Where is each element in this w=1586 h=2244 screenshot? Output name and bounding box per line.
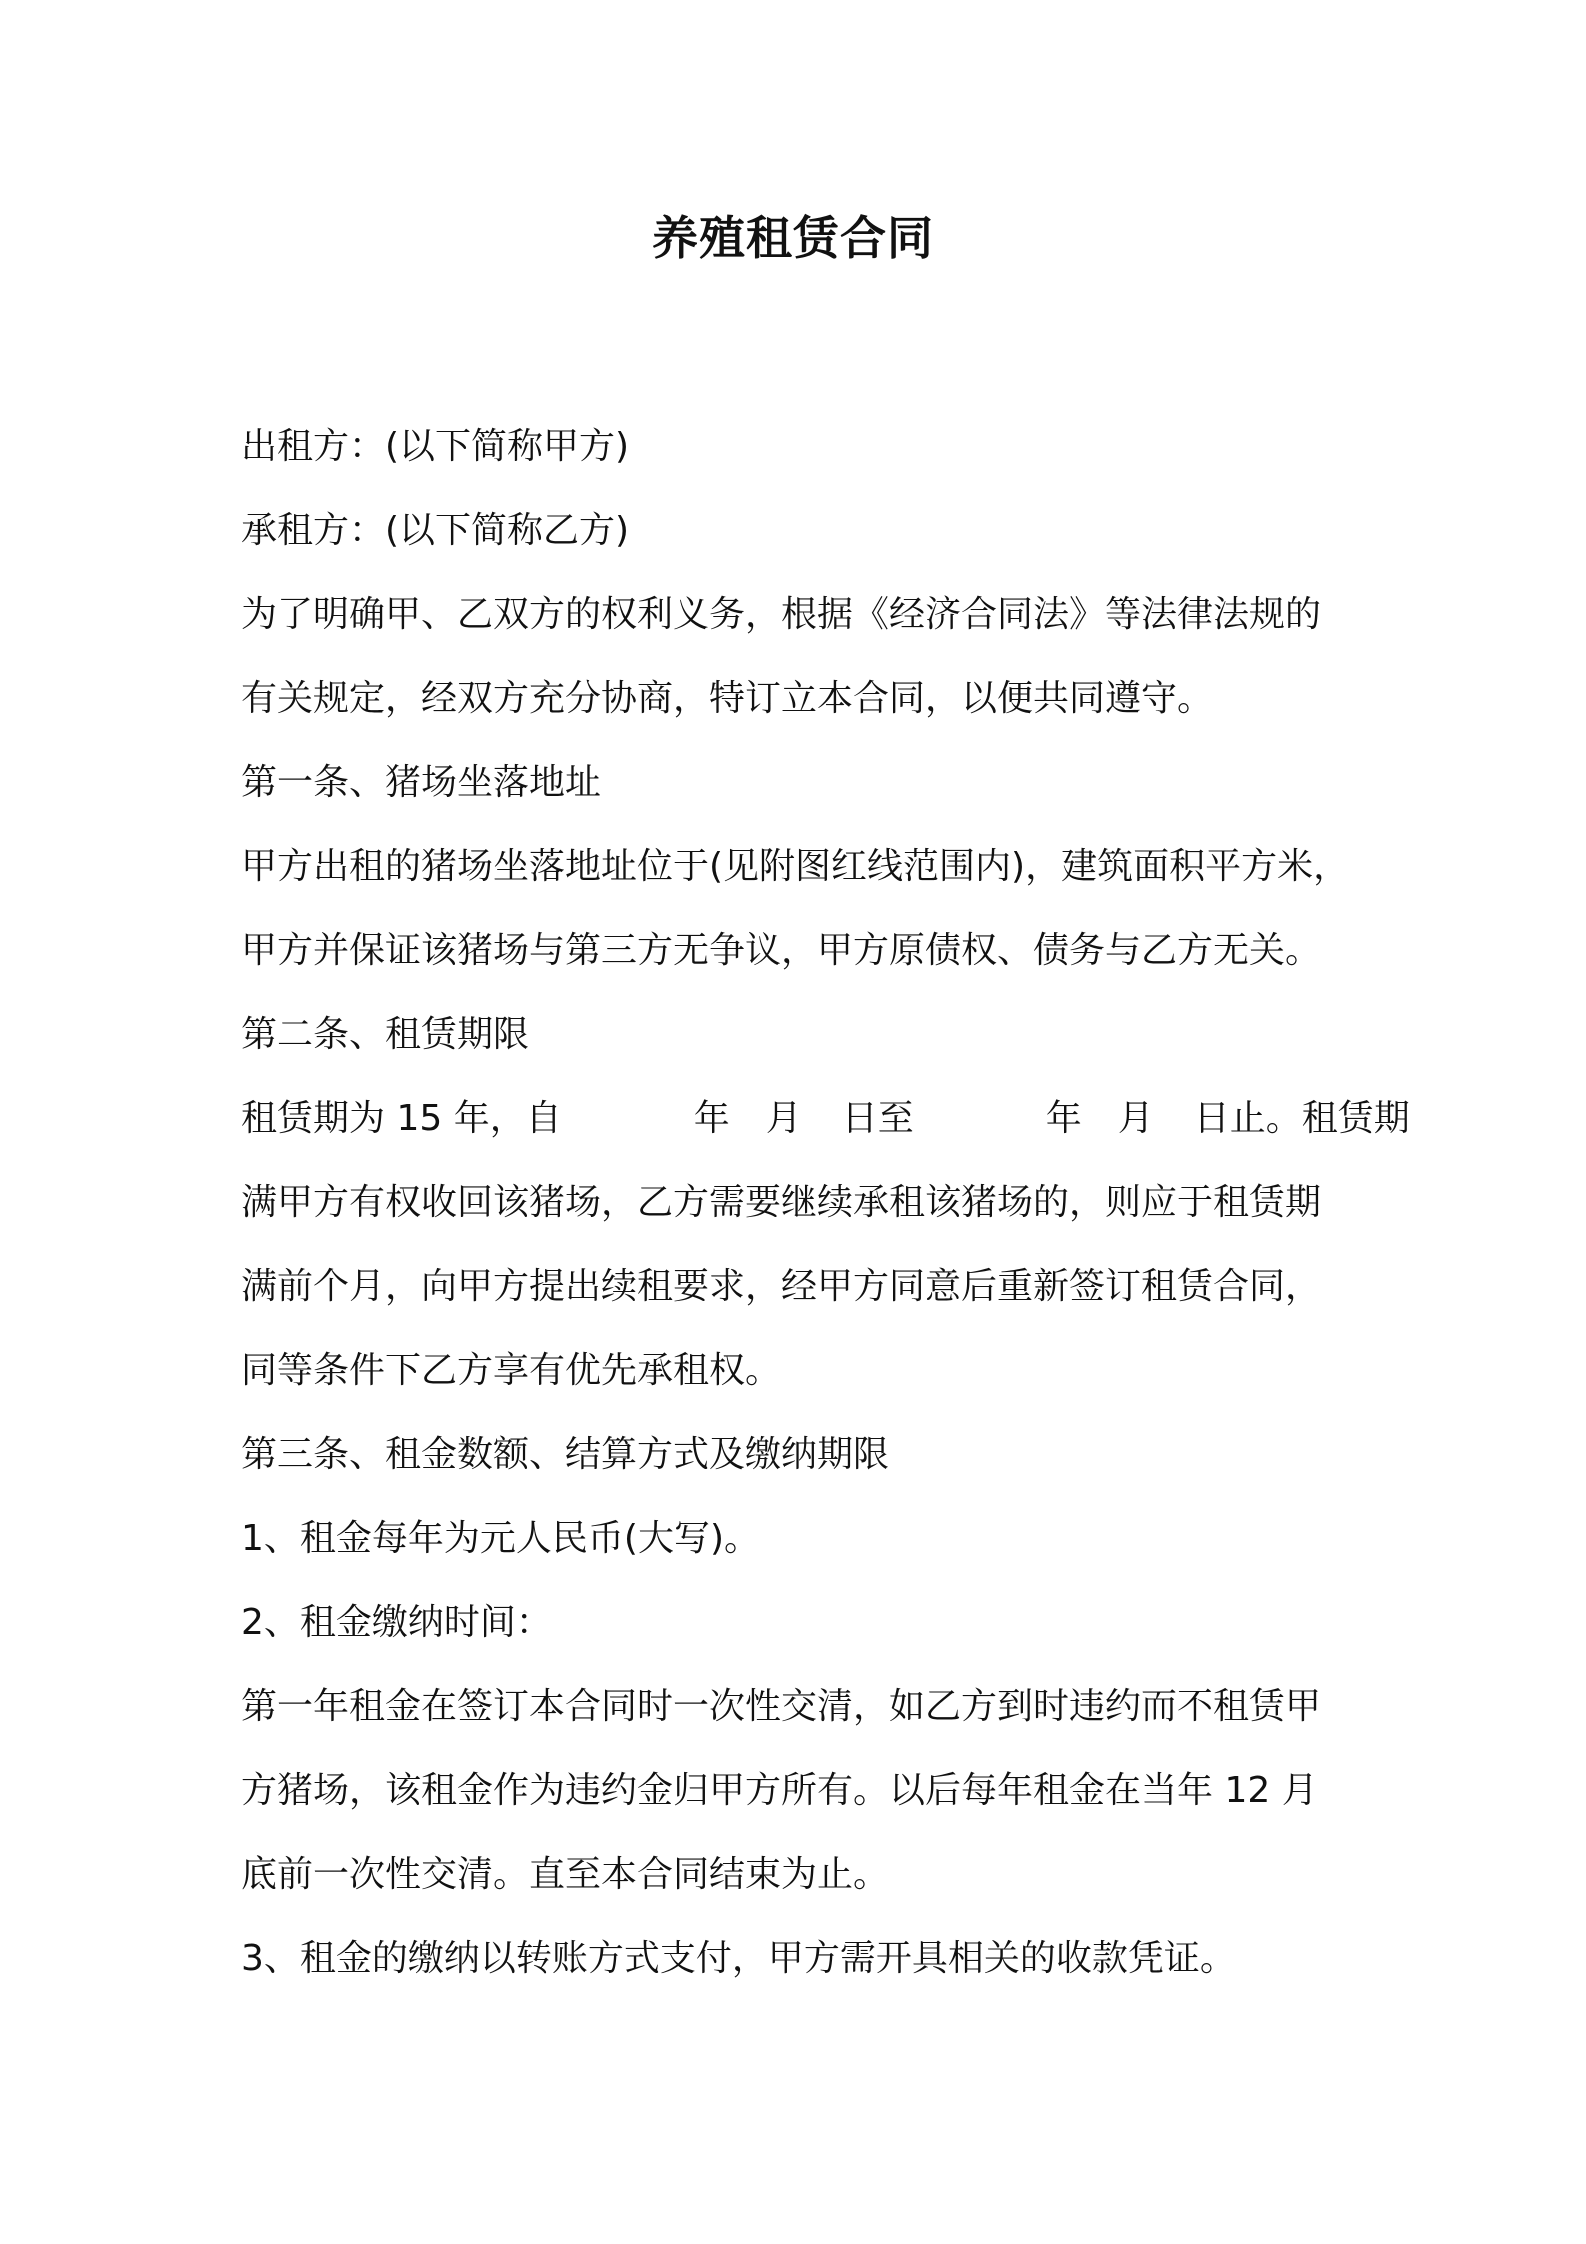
document-title: 养殖租赁合同 bbox=[652, 211, 934, 265]
section-heading: 第三条、租金数额、结算方式及缴纳期限 bbox=[241, 1434, 890, 1475]
paragraph-line: 甲方并保证该猪场与第三方无争议，甲方原债权、债务与乙方无关。 bbox=[241, 930, 1322, 971]
list-item: 2、租金缴纳时间： bbox=[241, 1602, 552, 1643]
paragraph-line: 方猪场，该租金作为违约金归甲方所有。以后每年租金在当年 12 月 bbox=[241, 1770, 1318, 1811]
paragraph-line: 满甲方有权收回该猪场，乙方需要继续承租该猪场的，则应于租赁期 bbox=[241, 1182, 1322, 1223]
term-end-day: 日止。租赁期 bbox=[1193, 1098, 1410, 1139]
term-prefix: 租赁期为 15 年，自 bbox=[241, 1098, 562, 1139]
term-start-day: 日至 bbox=[841, 1098, 914, 1139]
term-start-month: 月 bbox=[765, 1098, 802, 1139]
paragraph-line: 为了明确甲、乙双方的权利义务，根据《经济合同法》等法律法规的 bbox=[241, 594, 1322, 635]
paragraph-line: 同等条件下乙方享有优先承租权。 bbox=[241, 1350, 782, 1391]
term-end-month: 月 bbox=[1117, 1098, 1154, 1139]
section-heading: 第一条、猪场坐落地址 bbox=[241, 762, 602, 803]
paragraph-line: 底前一次性交清。直至本合同结束为止。 bbox=[241, 1854, 890, 1895]
paragraph-line: 满前个月，向甲方提出续租要求，经甲方同意后重新签订租赁合同， bbox=[241, 1266, 1322, 1307]
paragraph-line: 甲方出租的猪场坐落地址位于(见附图红线范围内)，建筑面积平方米， bbox=[241, 846, 1350, 887]
term-start-year: 年 bbox=[693, 1098, 730, 1139]
term-end-year: 年 bbox=[1045, 1098, 1082, 1139]
list-item: 1、租金每年为元人民币(大写)。 bbox=[241, 1518, 760, 1559]
list-item: 3、租金的缴纳以转账方式支付，甲方需开具相关的收款凭证。 bbox=[241, 1938, 1236, 1979]
paragraph-line: 有关规定，经双方充分协商，特订立本合同，以便共同遵守。 bbox=[241, 678, 1214, 719]
lease-term-line bbox=[241, 1077, 1410, 1161]
section-heading: 第二条、租赁期限 bbox=[241, 1014, 530, 1055]
document-body bbox=[241, 405, 1410, 2001]
paragraph-line: 第一年租金在签订本合同时一次性交清，如乙方到时违约而不租赁甲 bbox=[241, 1686, 1322, 1727]
paragraph-line: 承租方：(以下简称乙方) bbox=[241, 510, 630, 551]
paragraph-line: 出租方：(以下简称甲方) bbox=[241, 426, 630, 467]
